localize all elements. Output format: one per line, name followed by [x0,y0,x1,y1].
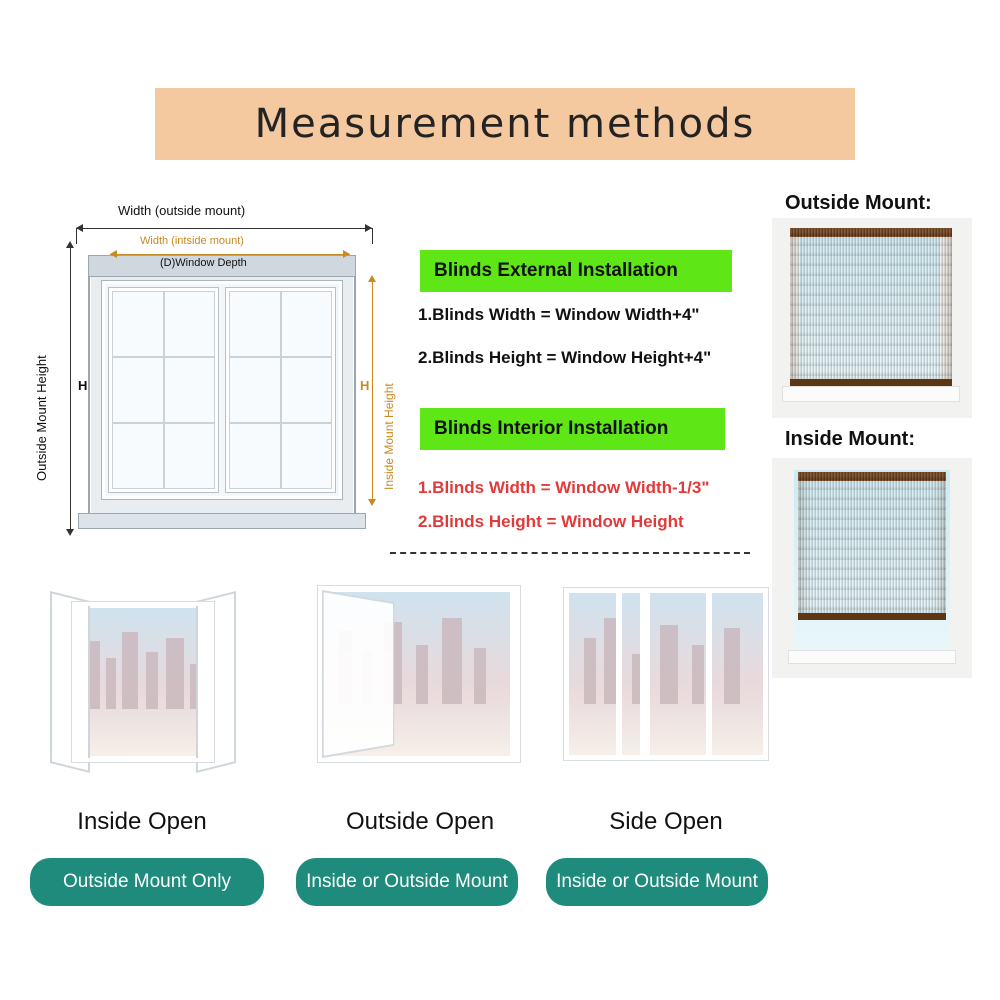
pill-side-open-label: Inside or Outside Mount [556,871,758,892]
label-h-right: H [360,378,370,393]
dim-line-width-outside [76,228,372,229]
arrow-down-icon [368,499,376,506]
sliding-track-divider [706,592,712,760]
label-width-outside-mount: Width (outside mount) [118,203,246,218]
window-sill [78,513,366,529]
label-h-left: H [78,378,88,393]
window-sill [782,386,960,402]
window-pane [164,357,216,423]
outside-mount-photo [772,218,972,418]
dim-tick [372,228,373,244]
window-pane [112,423,164,489]
blind-bottom-rail [790,379,952,386]
arrow-right-icon [343,250,350,258]
window-inner-frame [102,281,342,499]
arrow-down-icon [66,529,74,536]
label-outside-mount-height: Outside Mount Height [34,355,49,481]
inside-mount-title: Inside Mount: [785,428,915,450]
arrow-up-icon [66,241,74,248]
window-sash-left [109,288,218,492]
arrow-left-icon [110,250,117,258]
window-pane [164,423,216,489]
outside-mount-title: Outside Mount: [785,192,932,214]
heading-interior-installation-label: Blinds Interior Installation [434,418,669,439]
outward-open-leaf [322,590,394,758]
window-pane [229,357,281,423]
window-pane [112,291,164,357]
blind-bottom-rail [798,613,946,620]
interior-rule-2: 2.Blinds Height = Window Height [418,512,684,531]
external-rule-2: 2.Blinds Height = Window Height+4" [418,348,712,367]
caption-inside-open: Inside Open [77,808,207,835]
window-pane [112,357,164,423]
window-frame [72,602,214,762]
label-width-inside-mount: Width (intside mount) [140,235,244,247]
interior-rule-1: 1.Blinds Width = Window Width-1/3" [418,478,710,497]
window-pane [164,291,216,357]
label-window-depth: (D)Window Depth [160,257,247,269]
caption-outside-open: Outside Open [345,808,495,835]
pill-side-open[interactable] [546,858,768,906]
blind-texture [798,472,946,620]
window-pane [281,357,333,423]
external-rule-1: 1.Blinds Width = Window Width+4" [418,305,700,324]
arrow-left-icon [76,224,83,232]
window-pane [281,423,333,489]
title-banner [155,88,855,160]
dim-tick [76,228,77,244]
window-measurement-diagram [30,195,420,545]
window-pane [281,291,333,357]
label-inside-mount-height: Inside Mount Height [382,383,396,490]
window-frame [564,588,768,760]
window-type-inside-open [28,578,256,778]
window-sill [788,650,956,664]
pill-inside-open-label: Outside Mount Only [63,871,231,892]
window-sash-right [226,288,335,492]
window-pane [229,423,281,489]
heading-interior-installation [420,408,725,450]
pill-inside-open[interactable] [30,858,264,906]
heading-external-installation-label: Blinds External Installation [434,260,678,281]
window-pane [229,291,281,357]
bamboo-blind [790,228,952,386]
arrow-up-icon [368,275,376,282]
window-type-side-open [556,578,778,778]
heading-external-installation [420,250,732,292]
pill-outside-open[interactable] [296,858,518,906]
sliding-sash-stile [640,592,650,760]
page-title: Measurement methods [254,101,756,147]
pill-outside-open-label: Inside or Outside Mount [306,871,508,892]
section-divider [390,552,750,554]
caption-side-open: Side Open [609,808,723,835]
inside-mount-photo [772,458,972,678]
dim-line-outside-height [70,247,71,529]
bamboo-blind [798,472,946,620]
blind-texture [790,228,952,386]
dim-line-width-inside [110,254,350,255]
dim-line-inside-height [372,281,373,499]
window-type-outside-open [310,578,528,778]
sliding-track-divider [616,592,622,760]
arrow-right-icon [365,224,372,232]
